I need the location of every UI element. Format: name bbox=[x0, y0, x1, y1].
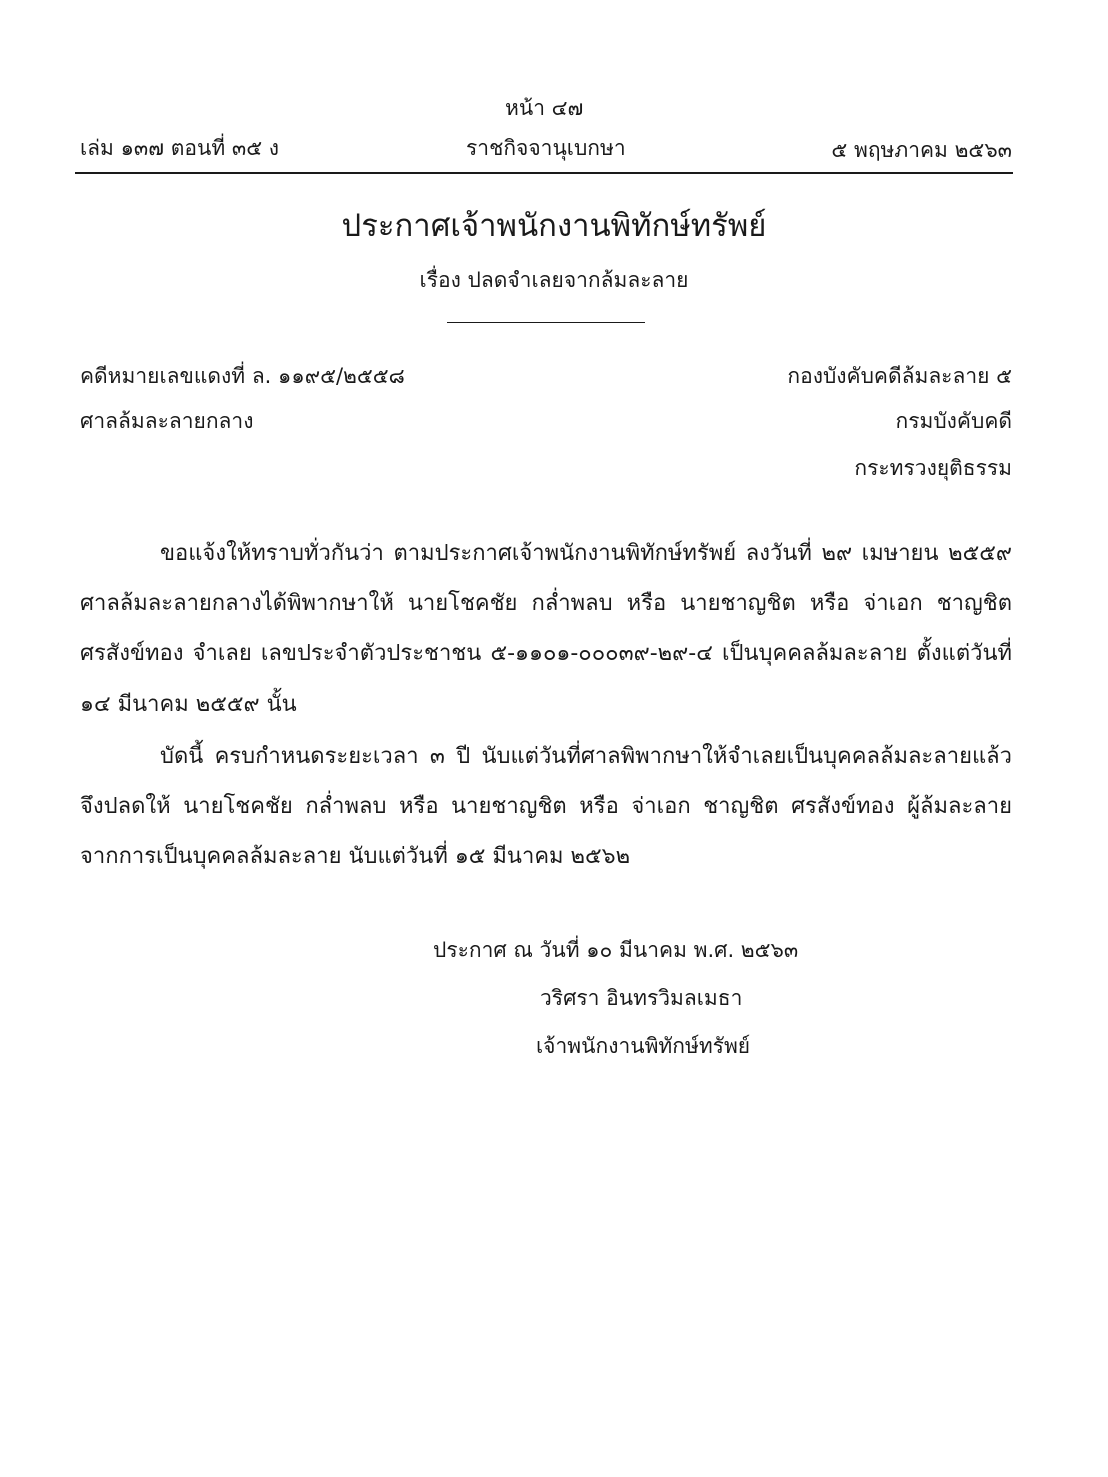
paragraph-line: ๑๔ มีนาคม ๒๕๕๙ นั้น bbox=[80, 692, 297, 717]
office-division: กองบังคับคดีล้มละลาย ๕ bbox=[787, 364, 1012, 388]
paragraph-line: จึงปลดให้ นายโชคชัย กล่ำพลบ หรือ นายชาญชิต หรือ จ่าเอก ชาญชิต ศรสังข์ทอง ผู้ล้มละลาย bbox=[80, 794, 1012, 819]
announcement-date: ประกาศ ณ วันที่ ๑๐ มีนาคม พ.ศ. ๒๕๖๓ bbox=[433, 938, 799, 962]
paragraph-line: บัดนี้ ครบกำหนดระยะเวลา ๓ ปี นับแต่วันที่ศาลพิพากษาให้จำเลยเป็นบุคคลล้มละลายแล้ว bbox=[160, 744, 1012, 769]
title-divider bbox=[447, 322, 645, 323]
announcement-subject: เรื่อง ปลดจำเลยจากล้มละลาย bbox=[419, 268, 689, 292]
volume-issue: เล่ม ๑๓๗ ตอนที่ ๓๕ ง bbox=[80, 136, 280, 160]
paragraph-line: ศาลล้มละลายกลางได้พิพากษาให้ นายโชคชัย กล่ำพลบ หรือ นายชาญชิต หรือ จ่าเอก ชาญชิต bbox=[80, 591, 1012, 616]
gazette-date: ๕ พฤษภาคม ๒๕๖๓ bbox=[831, 138, 1012, 162]
court-name: ศาลล้มละลายกลาง bbox=[80, 409, 254, 433]
page-number: หน้า ๔๗ bbox=[505, 96, 584, 120]
signatory-position: เจ้าพนักงานพิทักษ์ทรัพย์ bbox=[536, 1034, 751, 1058]
office-department: กรมบังคับคดี bbox=[895, 409, 1012, 433]
gazette-name: ราชกิจจานุเบกษา bbox=[466, 136, 626, 160]
header-divider bbox=[75, 172, 1013, 174]
announcement-title: ประกาศเจ้าพนักงานพิทักษ์ทรัพย์ bbox=[341, 208, 767, 244]
paragraph-line: ศรสังข์ทอง จำเลย เลขประจำตัวประชาชน ๕-๑๑๐๑-๐๐๐๓๙-๒๙-๔ เป็นบุคคลล้มละลาย ตั้งแต่วันที่ bbox=[80, 641, 1012, 666]
office-ministry: กระทรวงยุติธรรม bbox=[854, 456, 1012, 480]
case-number: คดีหมายเลขแดงที่ ล. ๑๑๙๕/๒๕๕๘ bbox=[80, 364, 405, 388]
signatory-name: วริศรา อินทรวิมลเมธา bbox=[540, 986, 743, 1010]
paragraph-line: จากการเป็นบุคคลล้มละลาย นับแต่วันที่ ๑๕ มีนาคม ๒๕๖๒ bbox=[80, 844, 631, 869]
paragraph-line: ขอแจ้งให้ทราบทั่วกันว่า ตามประกาศเจ้าพนักงานพิทักษ์ทรัพย์ ลงวันที่ ๒๙ เมษายน ๒๕๕๙ bbox=[160, 541, 1012, 566]
